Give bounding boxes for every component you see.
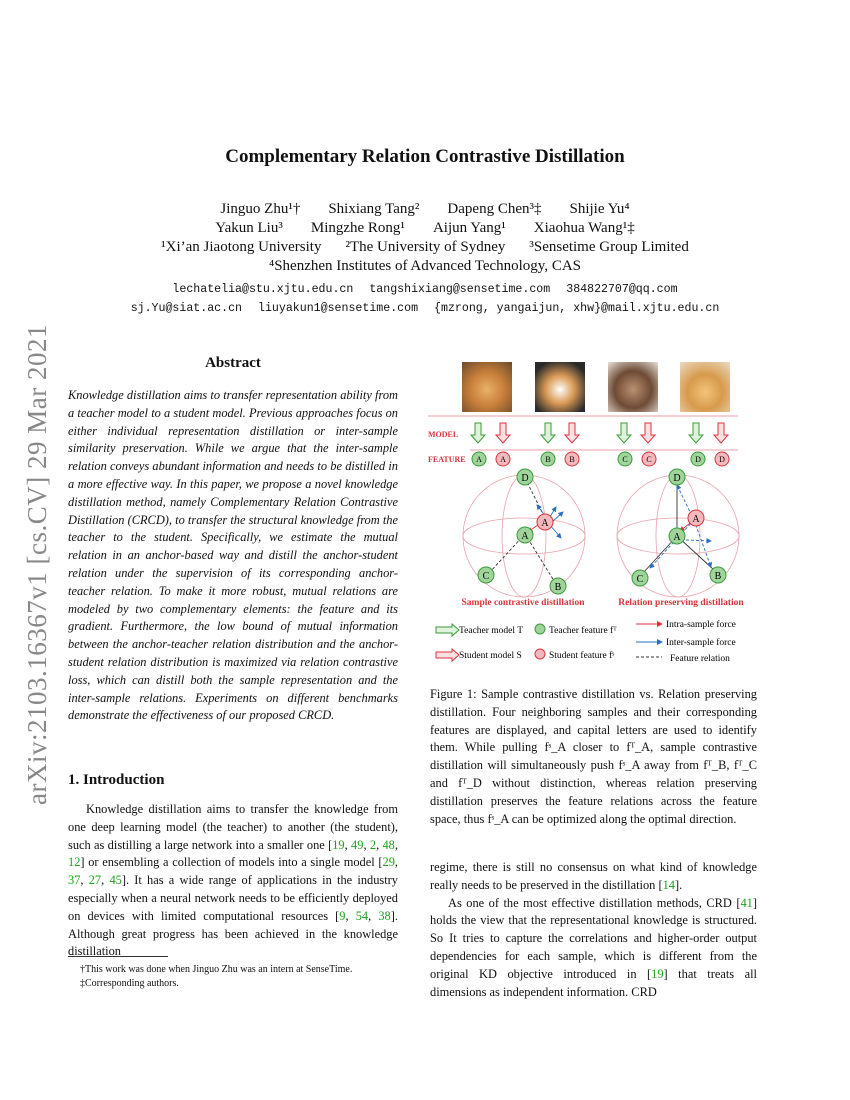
- affiliation: ⁴Shenzhen Institutes of Advanced Technology, CAS: [268, 258, 582, 274]
- right-column-body: regime, there is still no consensus on what kind of knowledge really needs to be preserved in the distillation [14]. As one of the most effective distillation methods, CRD [41] holds the view that the representational knowledge is structured. So It tries to capture the correlations and higher-order output dependencies for each sample, which is different from the original KD objective introduced in [19] that treats all dimensions as independent information. CRD: [430, 860, 757, 999]
- citation-link[interactable]: 2: [369, 837, 377, 852]
- model-arrows: [471, 423, 728, 443]
- svg-text:C: C: [636, 574, 644, 585]
- citation-link[interactable]: 14: [662, 877, 675, 892]
- svg-text:A: A: [692, 514, 700, 525]
- affiliation: ²The University of Sydney: [345, 239, 506, 255]
- author: Xiaohua Wang¹‡: [533, 220, 635, 236]
- svg-text:A: A: [521, 531, 529, 542]
- author: Shixiang Tang²: [328, 201, 420, 217]
- feature-label: FEATURE: [428, 455, 466, 464]
- footnote-rule: [68, 956, 168, 957]
- footnote-2: ‡Corresponding authors.: [80, 978, 179, 989]
- svg-text:C: C: [482, 571, 490, 582]
- svg-text:Inter-sample force: Inter-sample force: [666, 638, 736, 648]
- emails-row-2: [0, 302, 850, 315]
- node-label: C: [646, 455, 652, 464]
- author: Yakun Liu³: [215, 220, 283, 236]
- authors-row-2: [0, 220, 850, 237]
- citation-link[interactable]: 37: [68, 873, 81, 888]
- affiliation: ³Sensetime Group Limited: [529, 239, 689, 255]
- svg-text:A: A: [673, 532, 681, 543]
- email[interactable]: lechatelia@stu.xjtu.edu.cn: [172, 283, 354, 296]
- svg-text:B: B: [714, 571, 722, 582]
- citation-link[interactable]: 19: [651, 966, 664, 981]
- citation-link[interactable]: 9: [339, 908, 346, 923]
- email[interactable]: liuyakun1@sensetime.com: [258, 302, 419, 315]
- svg-text:Teacher model T: Teacher model T: [459, 626, 524, 636]
- svg-text:A: A: [541, 518, 549, 529]
- citation-link[interactable]: 45: [109, 873, 122, 888]
- svg-text:Student model S: Student model S: [459, 651, 522, 661]
- affiliations-row-2: [0, 258, 850, 275]
- figure-caption: Figure 1: Sample contrastive distillation vs. Relation preserving distillation. Four neighboring samples and their corresponding features are displayed, and capital letters are used to identify them. While pulling fˢ_A closer to fᵀ_A, sample contrastive distillation will simultaneously push fˢ_A away from fᵀ_B, fᵀ_C and fᵀ_D without distinction, whereas relation preserving distillation preserves the feature relations across the feature space, thus fˢ_A can be optimized along the optimal direction.: [430, 687, 757, 826]
- email[interactable]: {mzrong, yangaijun, xhw}@mail.xjtu.edu.cn: [434, 302, 720, 315]
- right-subfigure-title: Relation preserving distillation: [618, 598, 744, 608]
- affiliation: ¹Xi’an Jiaotong University: [161, 239, 322, 255]
- abstract-body: Knowledge distillation aims to transfer representation ability from a teacher model to a student model. Previous approaches focus on either individual representation distillation or inter-sample similarity preservation. While we argue that the inter-sample relation conveys abundant information and needs to be distilled in a more effective way. In this paper, we propose a novel knowledge distillation method, namely Complementary Relation Contrastive Distillation (CRCD), to transfer the structural knowledge from the teacher to the student. Specifically, we estimate the mutual relation in an anchor-based way and distill the anchor-student relation under the supervision of its corresponding anchor-teacher relation. To make it more robust, mutual relations are modeled by two complementary elements: the feature and its gradient. Furthermore, the low bound of mutual information between the anchor-teacher relation distribution and the anchor-student relation distribution is maximized via relation contrastive loss, which can distill both the sample representation and the inter-sample relations. Experiments on different benchmarks demonstrate the effectiveness of our proposed CRCD.: [68, 388, 398, 723]
- emails-row-1: [0, 283, 850, 296]
- citation-link[interactable]: 38: [378, 908, 391, 923]
- svg-text:Student feature fˢ: Student feature fˢ: [549, 651, 615, 661]
- node-label: D: [695, 455, 701, 464]
- left-subfigure-title: Sample contrastive distillation: [461, 598, 585, 608]
- citation-link[interactable]: 27: [88, 873, 102, 888]
- node-label: A: [476, 455, 482, 464]
- author: Shijie Yu⁴: [569, 201, 630, 217]
- svg-text:D: D: [521, 473, 529, 484]
- email[interactable]: tangshixiang@sensetime.com: [369, 283, 551, 296]
- svg-text:D: D: [673, 473, 681, 484]
- email[interactable]: sj.Yu@siat.ac.cn: [130, 302, 243, 315]
- intro-heading: 1. Introduction: [68, 772, 165, 788]
- citation-link[interactable]: 19: [332, 837, 345, 852]
- legend: [436, 619, 736, 664]
- paper-title: Complementary Relation Contrastive Distillation: [225, 146, 625, 167]
- node-label: C: [622, 455, 628, 464]
- figure-diagram: [428, 360, 758, 680]
- email[interactable]: 384822707@qq.com: [566, 283, 678, 296]
- svg-text:Teacher feature fᵀ: Teacher feature fᵀ: [549, 626, 617, 636]
- svg-text:Intra-sample force: Intra-sample force: [666, 620, 736, 630]
- node-label: A: [500, 455, 506, 464]
- citation-link[interactable]: 29: [382, 855, 395, 870]
- authors-row-1: [0, 201, 850, 218]
- citation-link[interactable]: 12: [68, 855, 81, 870]
- author: Aijun Yang¹: [432, 220, 506, 236]
- affiliations-row-1: [0, 239, 850, 256]
- citation-link[interactable]: 49: [351, 837, 364, 852]
- citation-link[interactable]: 41: [740, 895, 753, 910]
- node-label: B: [569, 455, 575, 464]
- author: Mingzhe Rong¹: [310, 220, 405, 236]
- model-label: MODEL: [428, 430, 459, 439]
- node-label: B: [545, 455, 551, 464]
- svg-text:B: B: [554, 582, 562, 593]
- intro-paragraph: Knowledge distillation aims to transfer the knowledge from one deep learning model (the teacher) to another (the student), such as distilling a large network into a smaller one [19, 49, 2, 48, 12] or ensembling a collection of models into a single model [29, 37, 27, 45]. It has a wide range of applications in the industry especially when a neural network needs to be efficiently deployed on devices with limited computational resources [9, 54, 38]. Although great progress has been achieved in the knowledge distillation: [68, 802, 398, 959]
- citation-link[interactable]: 48: [382, 837, 395, 852]
- abstract-heading: Abstract: [205, 355, 261, 371]
- node-label: D: [719, 455, 725, 464]
- footnote-1: †This work was done when Jinguo Zhu was an intern at SenseTime.: [80, 964, 353, 975]
- author: Dapeng Chen³‡: [447, 201, 542, 217]
- citation-link[interactable]: 54: [355, 908, 369, 923]
- author: Jinguo Zhu¹†: [220, 201, 301, 217]
- svg-text:Feature relation: Feature relation: [670, 654, 730, 664]
